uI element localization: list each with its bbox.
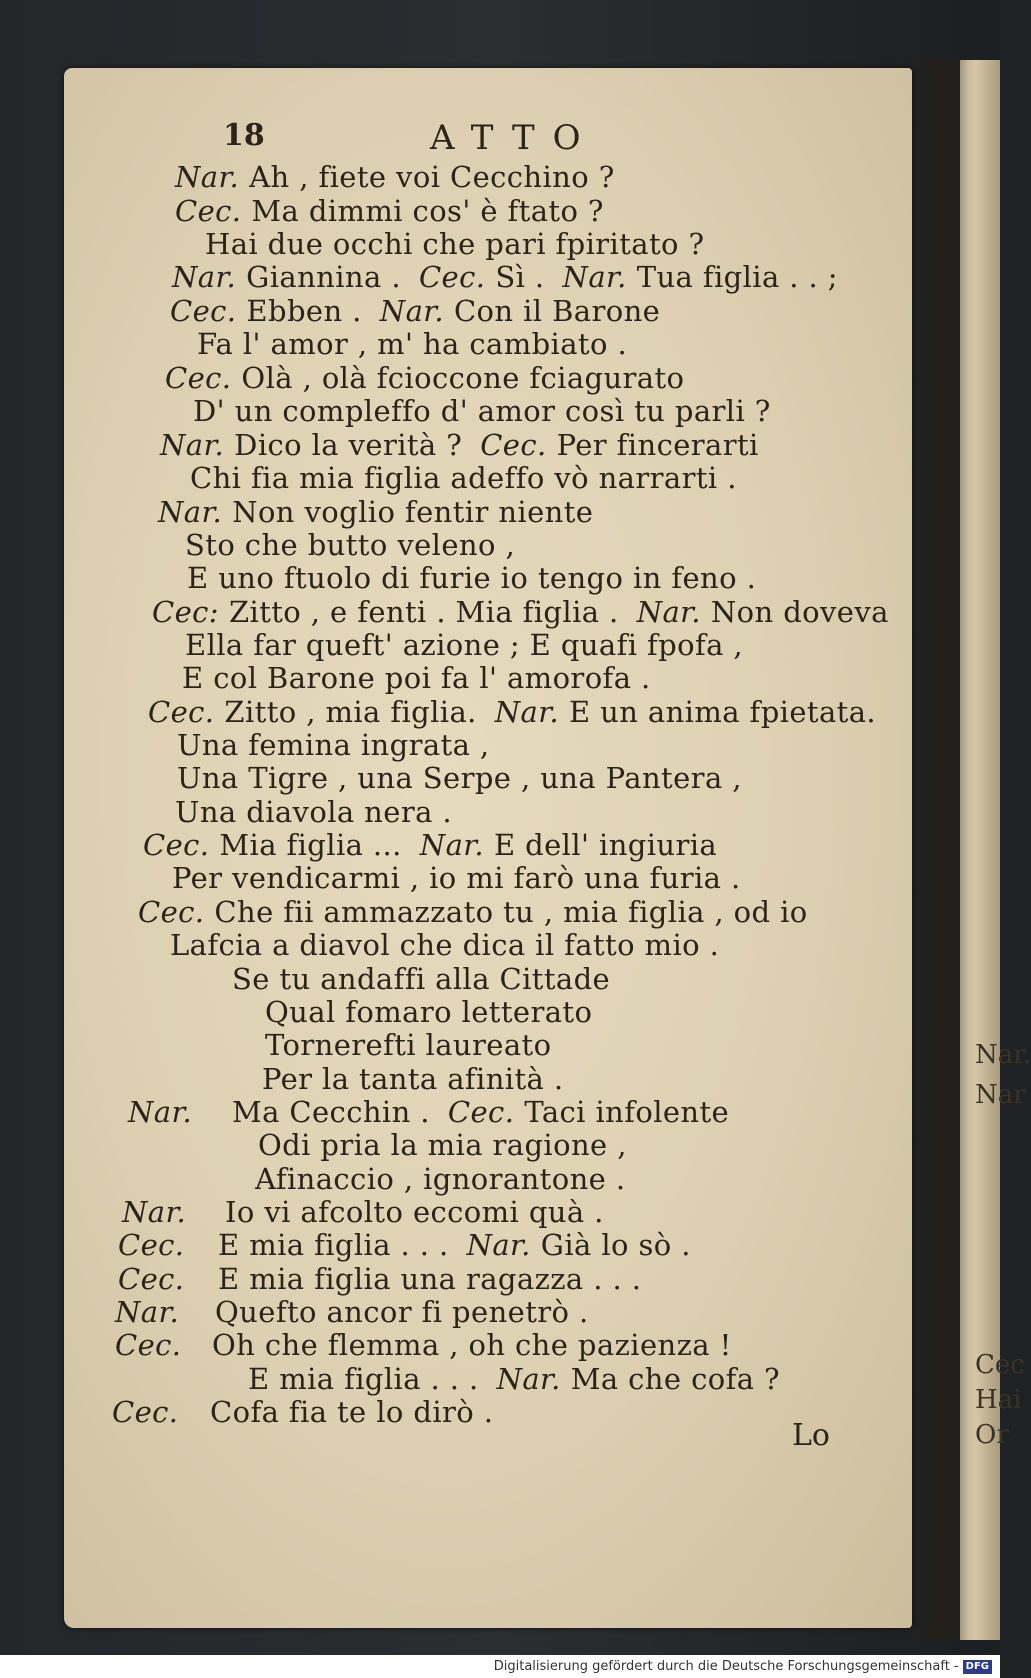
verse-line — [172, 861, 741, 895]
speaker-label: Nar. — [115, 1295, 180, 1329]
speaker-label: Nar. — [494, 695, 559, 729]
line-text: E mia figlia . . . — [218, 1228, 449, 1262]
speaker-label: Cec. — [118, 1228, 185, 1262]
speaker-label: Nar. — [172, 260, 237, 294]
verse-line — [152, 595, 889, 629]
line-text: Cofa fia te lo dirò . — [210, 1395, 494, 1429]
verse-line — [255, 1162, 625, 1196]
line-text: Una Tigre , una Serpe , una Pantera , — [177, 761, 742, 795]
verse-line — [177, 728, 490, 762]
dfg-logo-icon: DFG — [963, 1660, 992, 1674]
line-text: Fa l' amor , m' ha cambiato . — [197, 327, 628, 361]
line-text: Ella far queft' azione ; E quafi fpofa , — [185, 628, 744, 662]
verse-line — [118, 1228, 691, 1262]
speaker-label: Cec. — [175, 194, 242, 228]
line-text: Sto che butto veleno , — [185, 528, 516, 562]
verse-line — [265, 1028, 551, 1062]
verse-line — [175, 194, 604, 228]
running-title: ATTO — [430, 118, 599, 158]
speaker-label: Nar. — [122, 1195, 187, 1229]
speaker-label: Nar. — [379, 294, 444, 328]
speaker-label: Cec. — [418, 260, 486, 294]
line-text: Dico la verità ? — [234, 428, 463, 462]
line-text: E uno ftuolo di furie io tengo in feno . — [187, 561, 757, 595]
book-gutter — [908, 60, 968, 1640]
line-text: Per la tanta afinità . — [262, 1062, 564, 1096]
speaker-label: Cec: — [152, 595, 219, 629]
line-text: Zitto , e fenti . Mia figlia . — [228, 595, 619, 629]
verse-line — [248, 1362, 780, 1396]
verse-line — [118, 1262, 641, 1296]
line-text: Afinaccio , ignorantone . — [255, 1162, 626, 1196]
verse-line — [170, 928, 719, 962]
speaker-label: Cec. — [170, 294, 237, 328]
verse-line — [128, 1095, 729, 1129]
verse-line — [265, 995, 592, 1029]
facing-page-fragment: Cec — [975, 1350, 1025, 1380]
line-text: Una diavola nera . — [175, 795, 453, 829]
line-text: Per vendicarmi , io mi farò una furia . — [172, 861, 741, 895]
line-text: Taci infolente — [524, 1095, 730, 1129]
line-text: E col Barone poi fa l' amorofa . — [182, 661, 651, 695]
verse-line — [175, 160, 615, 194]
verse-line — [165, 361, 684, 395]
verse-line — [115, 1328, 732, 1362]
facing-page-fragment: Hai — [975, 1385, 1022, 1415]
verse-line — [182, 661, 651, 695]
speaker-label: Cec. — [115, 1328, 182, 1362]
line-text: Una femina ingrata , — [177, 728, 490, 762]
speaker-label: Cec. — [165, 361, 232, 395]
verse-line — [115, 1295, 589, 1329]
line-text: E dell' ingiuria — [493, 828, 718, 862]
verse-line — [122, 1195, 604, 1229]
line-text: Giannina . — [246, 260, 401, 294]
line-text: Io vi afcolto eccomi quà . — [225, 1195, 604, 1229]
speaker-label: Nar. — [158, 495, 223, 529]
line-text: E mia figlia . . . — [248, 1362, 479, 1396]
speaker-label: Nar. — [562, 260, 627, 294]
speaker-label: Nar. — [496, 1362, 561, 1396]
credit-text: Digitalisierung gefördert durch die Deutsche Forschungsgemeinschaft - — [493, 1659, 959, 1674]
line-text: D' un compleffo d' amor così tu parli ? — [193, 394, 771, 428]
line-text: Non voglio fentir niente — [232, 495, 594, 529]
line-text: Qual fomaro letterato — [265, 995, 593, 1029]
line-text: Tua figlia . . ; — [636, 260, 838, 294]
speaker-label: Cec. — [143, 828, 210, 862]
line-text: Odi pria la mia ragione , — [258, 1128, 627, 1162]
verse-line — [172, 260, 838, 294]
line-text: Ah , fiete voi Cecchino ? — [249, 160, 615, 194]
verse-line — [143, 828, 717, 862]
verse-line — [185, 628, 743, 662]
line-text: Con il Barone — [453, 294, 661, 328]
verse-line — [190, 461, 737, 495]
verse-line — [262, 1062, 563, 1096]
speaker-label: Nar. — [419, 828, 484, 862]
verse-line — [158, 495, 593, 529]
speaker-label: Cec. — [118, 1262, 185, 1296]
speaker-label: Nar. — [636, 595, 701, 629]
line-text: Olà , olà fcioccone fciagurato — [241, 361, 685, 395]
verse-line — [160, 428, 759, 462]
catchword: Lo — [792, 1418, 830, 1453]
facing-page-fragment: Nar — [975, 1080, 1026, 1110]
verse-line — [187, 561, 756, 595]
verse-line — [170, 294, 660, 328]
verse-line — [232, 962, 610, 996]
verse-line — [175, 795, 452, 829]
line-text: E un anima fpietata. — [568, 695, 877, 729]
line-text: Tornerefti laureato — [265, 1028, 552, 1062]
line-text: E mia figlia una ragazza . . . — [218, 1262, 642, 1296]
line-text: Ma dimmi cos' è ftato ? — [251, 194, 604, 228]
line-text: Oh che flemma , oh che pazienza ! — [212, 1328, 732, 1362]
line-text: Chi fia mia figlia adeffo vò narrarti . — [190, 461, 737, 495]
verse-line — [177, 761, 742, 795]
verse-line — [138, 895, 808, 929]
speaker-label: Nar. — [175, 160, 240, 194]
facing-page-fragment: Or — [975, 1420, 1009, 1450]
speaker-label: Nar. — [466, 1228, 531, 1262]
verse-line — [205, 227, 704, 261]
speaker-label: Cec. — [138, 895, 205, 929]
speaker-label: Cec. — [447, 1095, 515, 1129]
page-number: 18 — [223, 118, 265, 153]
line-text: Hai due occhi che pari fpiritato ? — [205, 227, 705, 261]
line-text: Ma Cecchin . — [232, 1095, 430, 1129]
speaker-label: Nar. — [128, 1095, 193, 1129]
line-text: Che fii ammazzato tu , mia figlia , od io — [214, 895, 808, 929]
line-text: Mia figlia ... — [219, 828, 402, 862]
line-text: Non doveva — [710, 595, 889, 629]
facing-page-fragment: Nar. — [975, 1040, 1031, 1070]
verse-line — [193, 394, 771, 428]
line-text: Quefto ancor fi penetrò . — [215, 1295, 589, 1329]
speaker-label: Nar. — [160, 428, 225, 462]
line-text: Già lo sò . — [540, 1228, 691, 1262]
line-text: Ebben . — [246, 294, 362, 328]
line-text: Zitto , mia figlia. — [224, 695, 477, 729]
line-text: Lafcia a diavol che dica il fatto mio . — [170, 928, 720, 962]
speaker-label: Cec. — [148, 695, 215, 729]
line-text: Ma che cofa ? — [570, 1362, 780, 1396]
speaker-label: Cec. — [480, 428, 547, 462]
line-text: Se tu andaffi alla Cittade — [232, 962, 611, 996]
verse-line — [112, 1395, 493, 1429]
verse-line — [258, 1128, 627, 1162]
verse-line — [197, 327, 627, 361]
line-text: Per fincerarti — [556, 428, 759, 462]
verse-line — [148, 695, 876, 729]
line-text: Sì . — [495, 260, 545, 294]
verse-line — [185, 528, 515, 562]
speaker-label: Cec. — [112, 1395, 179, 1429]
digitization-credit — [0, 1655, 1000, 1678]
